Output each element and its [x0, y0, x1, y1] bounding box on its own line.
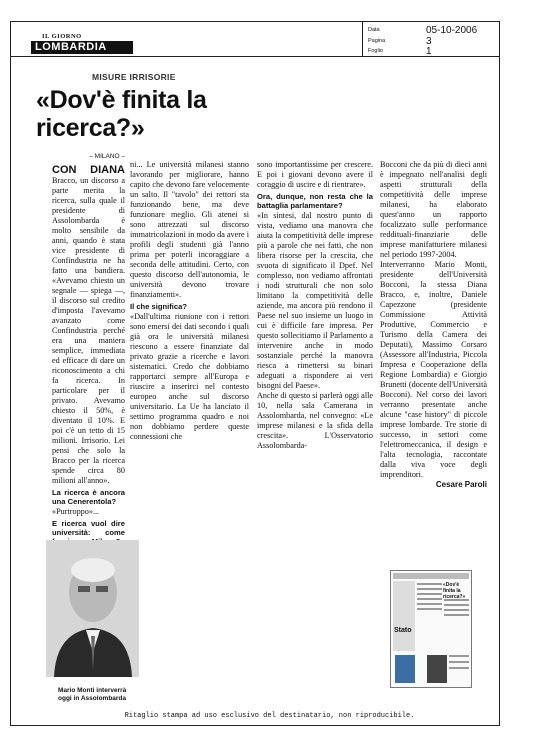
col2-question-1: Il che significa?	[130, 302, 187, 311]
photo-caption	[58, 687, 126, 703]
article-column-4	[380, 160, 487, 490]
caption-line-2: oggi in Assolombarda	[58, 695, 127, 702]
col1-question-2: E ricerca vuol dire università: come	[52, 519, 125, 537]
col3-paragraph-3: Anche di questo si parlerà oggi alle 10, nella sala Camerana in Assolombarda, nel convegno: «Le imprese milanesi e la sfida della crescita». L'Osservatorio Assolombarda-	[257, 391, 373, 450]
dateline: – MILANO –	[89, 153, 125, 160]
col3-question-1: Ora, dunque, non resta che la battaglia parlamentare?	[257, 192, 373, 210]
col2-paragraph-2: «Dall'ultima riunione con i rettori sono emersi dei dati secondo i quali già ora le università milanesi riescono a essere finanziate dal privato grazie a ricerche e lavori sistematici. Credo che dobbiamo rapportarci sempre all'Europa e riuscire a inserirci nel contesto europeo anche sul discorso universitario. La Ue ha lanciato il settimo programma quadro e noi non dobbiamo perdere queste connessioni che	[130, 312, 249, 441]
col1-question-1: La ricerca è ancora una Cenerentola?	[52, 488, 125, 506]
article-column-1	[52, 152, 125, 607]
meta-pagina-label: Pagina	[368, 38, 386, 44]
caption-line-1: Mario Monti interverrà	[58, 687, 127, 694]
col2-paragraph-1: ni... Le università milanesi stanno lavorando per migliorare, hanno capito che devono fare velocemente un salto. Il "tavolo" dei rettori sta funzionando bene, ma deve funzionare meglio. Gli atenei si sono attrezzati sul discorso immatricolazioni in modo da avere i profili degli studenti già l'anno prima per poterli incoraggiare a seconda delle attitudini. Certo, con questo discorso dell'autonomia, le università devono trovare finanziamenti».	[130, 160, 249, 299]
col1-paragraph-1	[52, 165, 125, 486]
thumbnail-section: Stato	[394, 627, 412, 634]
footer-notice: Ritaglio stampa ad uso esclusivo del destinatario, non riproducibile.	[124, 712, 415, 720]
article-column-2	[130, 160, 249, 442]
portrait-photo	[46, 540, 139, 677]
headline: «Dov'è finita la ricerca?»	[36, 86, 207, 142]
signature: Cesare Paroli	[435, 480, 487, 489]
col4-paragraph-1: Bocconi che da più di dieci anni è impegnato nell'analisi degli aspetti strutturali della competitività delle imprese milanesi, ha elaborato quest'anno un rapporto focalizzato sulle performance reddituali-finanziarie delle imprese manifatturiere milanesi nel periodo 1997-2004.	[380, 160, 487, 259]
thumbnail-headline: «Dov'è finita la ricerca?»	[443, 582, 466, 600]
portrait-illustration	[46, 540, 139, 677]
col3-paragraph-1: sono importantissime per crescere. E poi i giovani devono avere il coraggio di uscire e di rientrare».	[257, 160, 373, 189]
col1-text-1: Bracco, un discorso a parte merita la ricerca, sulla quale il presidente di Assolombarda è molto sensibile da anni, quando è stata vice presidente di Confindustria ne ha fatto una bandiera. «Avevamo chiesto un segnale — spiega —, il discorso sul credito d'imposta l'avevamo avanzato come Confindustria perché era una maniera semplice, immediata ed efficace di dare un riconoscimento a chi fa ricerca. In particolare per il privato. Avevamo chiesto il 50%, è diventato il 10%. E poi c'è un tetto di 15 milioni. Irrisorio. Lei pensi che solo la Bracco per la ricerca spende circa 80 milioni all'anno».	[52, 176, 125, 485]
col4-paragraph-2: Interverranno Mario Monti, presidente dell'Università Bocconi, la stessa Diana Bracco, e, inoltre, Daniele Capezzone (presidente Commissione Attività Produttive, Commercio e Turismo della Camera dei Deputati), Massimo Corsaro (Assessore all'Industria, Piccola Impresa e Cooperazione della Regione Lombardia) e Giorgio Brunetti (docente dell'Università Bocconi). Nel corso dei lavori verranno presentate anche alcune "case history" di piccole imprese lombarde. Tre storie di successo, in settori come l'elettromeccanica, il design e l'alta tecnologia, raccontate dalla viva voce degli imprenditori.	[380, 260, 487, 479]
masthead-top: IL GIORNO	[42, 33, 82, 40]
col1-answer-1: «Purtroppo»...	[52, 507, 100, 516]
meta-data-value: 05-10-2006	[426, 25, 478, 36]
page-thumbnail	[390, 570, 472, 688]
kicker: MISURE IRRISORIE	[92, 72, 176, 82]
meta-foglio-value: 1	[426, 46, 432, 57]
meta-pagina-value: 3	[426, 36, 432, 47]
masthead-logo: LOMBARDIA	[31, 41, 133, 54]
meta-foglio-label: Foglio	[368, 48, 383, 54]
dropcap: CON DIANA	[52, 164, 125, 176]
article-column-3	[257, 160, 373, 451]
meta-data-label: Data	[368, 27, 380, 33]
col3-paragraph-2: «In sintesi, dal nostro punto di vista, vediamo una manovra che aiuta la competitività delle imprese più a parole che nei fatti, che non libera risorse per la crescita, che svuota di significato il Dpef. Nel complesso, non vediamo affrontati i nodi strutturali che non solo limitano la competitività delle aziende, ma ancora più rendono il Paese nel suo insieme un luogo in cui è difficile fare impresa. Per questo sollecitiamo il Parlamento a intervenire anche in modo sostanziale perché la manovra riesca a rimettersi su binari adeguati a rispondere ai veri bisogni del Paese».	[257, 211, 373, 390]
